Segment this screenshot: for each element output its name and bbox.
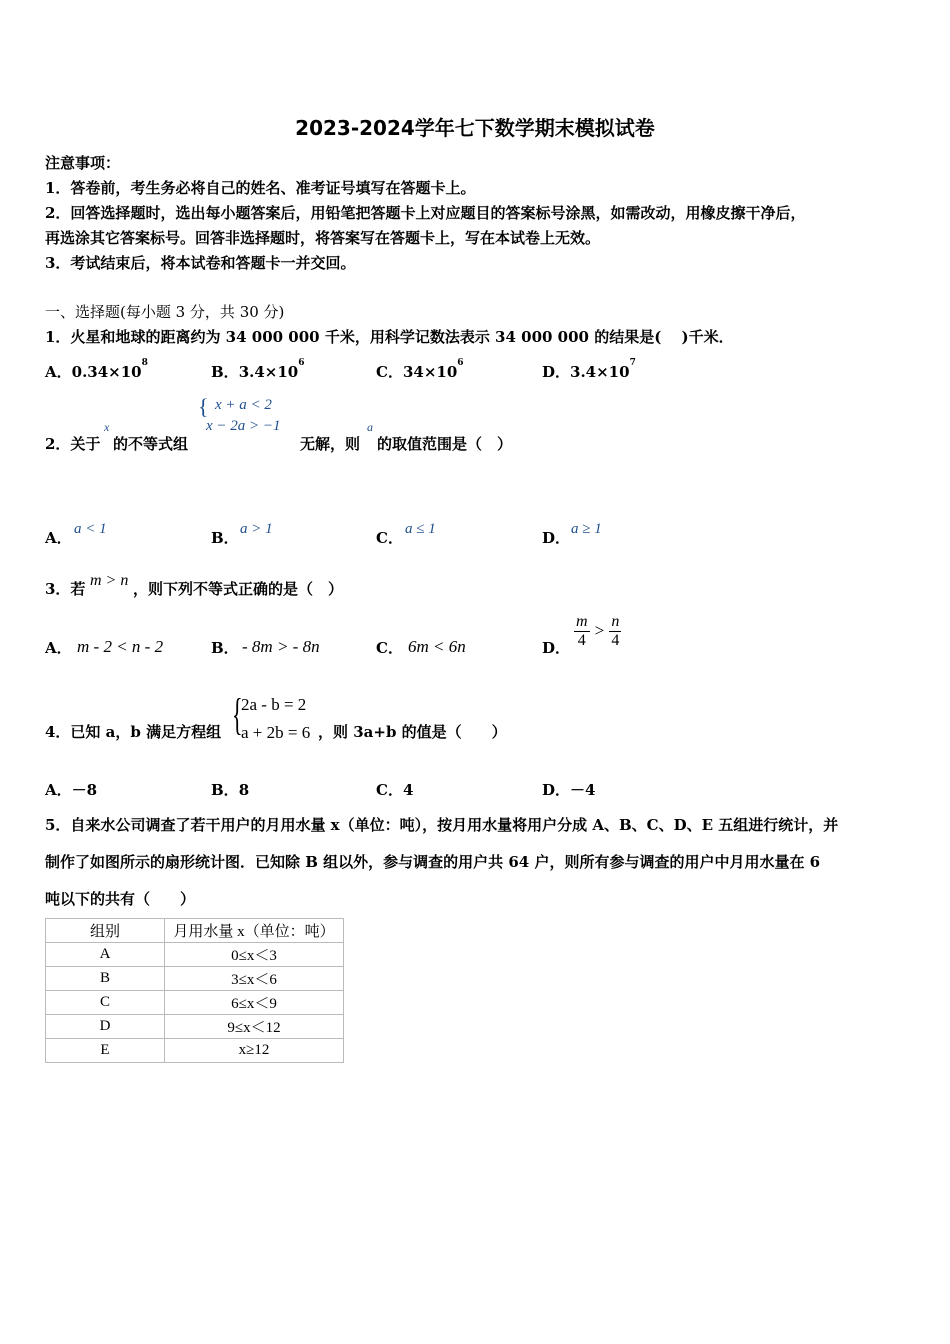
denominator: 4 — [611, 632, 620, 649]
option-label: D． — [542, 363, 571, 381]
question-4-suffix: ，则 3a+b 的值是（ ） — [318, 723, 507, 741]
table-cell: C — [46, 991, 165, 1015]
table-cell: 3≤x＜6 — [165, 967, 344, 991]
q4-system-line2: a + 2b = 6 — [241, 723, 311, 742]
brace-icon: { — [232, 690, 243, 739]
q3-condition: m > n — [90, 572, 129, 589]
notice-item: 2．回答选择题时，选出每小题答案后，用铅笔把答题卡上对应题目的答案标号涂黑，如需改动，用橡皮擦干净后， — [45, 204, 806, 222]
table-header: 月用水量 x（单位：吨） — [165, 919, 344, 943]
operator: > — [594, 621, 605, 640]
q2-option-b-expr: a > 1 — [240, 521, 273, 537]
q3-option-a-label[interactable]: A． — [45, 639, 72, 657]
table-row — [46, 1015, 344, 1039]
q4-option-d[interactable] — [542, 779, 595, 800]
option-exponent: 7 — [629, 358, 636, 368]
question-5-line: 吨以下的共有（ ） — [45, 890, 196, 908]
q3-option-a-expr: m - 2 < n - 2 — [77, 637, 164, 656]
question-5-line: 制作了如图所示的扇形统计图．已知除 B 组以外，参与调查的用户共 64 户，则所有参与调查的用户中月用水量在 6 — [45, 853, 821, 871]
table-cell: A — [46, 943, 165, 967]
option-exponent: 8 — [141, 358, 148, 368]
table-cell: B — [46, 967, 165, 991]
q1-option-b[interactable] — [211, 358, 305, 382]
q2-option-d-label[interactable]: D． — [542, 529, 571, 547]
option-label: A． — [45, 363, 72, 381]
option-label: B． — [211, 781, 239, 799]
notice-item: 3．考试结束后，将本试卷和答题卡一并交回。 — [45, 254, 356, 272]
q4-option-a[interactable] — [45, 779, 97, 800]
option-exponent: 6 — [298, 358, 305, 368]
option-exponent: 6 — [457, 358, 464, 368]
option-value: 4 — [402, 781, 414, 799]
option-value: 0.34×10 — [71, 363, 142, 381]
notice-item: 再选涂其它答案标号。回答非选择题时，将答案写在答题卡上，写在本试卷上无效。 — [45, 229, 601, 247]
table-cell: D — [46, 1015, 165, 1039]
q3-option-d-label[interactable]: D． — [542, 639, 571, 657]
numerator: n — [611, 613, 620, 630]
water-usage-table — [45, 918, 344, 1063]
option-value: 8 — [238, 781, 250, 799]
q2-system-line1: x + a < 2 — [215, 397, 272, 413]
q2-var-a: a — [367, 420, 373, 434]
table-cell: 6≤x＜9 — [165, 991, 344, 1015]
q3-option-b-expr: - 8m > - 8n — [242, 637, 320, 656]
option-value: 34×10 — [402, 363, 458, 381]
table-cell: E — [46, 1039, 165, 1063]
question-2-prefix: 2．关于 — [45, 435, 101, 453]
q2-var-x: x — [104, 420, 110, 434]
question-1-stem: 1．火星和地球的距离约为 34 000 000 千米，用科学记数法表示 34 000 000 的结果是( )千米． — [45, 328, 734, 346]
page-title: 2023-2024学年七下数学期末模拟试卷 — [295, 116, 655, 140]
fraction — [609, 613, 621, 650]
denominator: 4 — [577, 632, 586, 649]
section-heading: 一、选择题(每小题 3 分，共 30 分) — [45, 303, 285, 321]
notice-heading: 注意事项： — [45, 154, 121, 172]
fraction — [574, 613, 590, 650]
question-5-line: 5．自来水公司调查了若干用户的月用水量 x（单位：吨），按月用水量将用户分成 A、B、C、D、E 五组进行统计，并 — [45, 816, 839, 834]
q4-system-line1: 2a - b = 2 — [241, 695, 307, 714]
table-row — [46, 991, 344, 1015]
q4-option-b[interactable] — [211, 779, 249, 800]
numerator: m — [576, 613, 588, 630]
q2-option-d-expr: a ≥ 1 — [571, 521, 602, 537]
option-value: 3.4×10 — [570, 363, 630, 381]
q1-option-d[interactable] — [542, 358, 636, 382]
q2-option-a-expr: a < 1 — [74, 521, 107, 537]
table-cell: x≥12 — [165, 1039, 344, 1063]
table-row — [46, 943, 344, 967]
q1-option-c[interactable] — [376, 358, 464, 382]
brace-icon: { — [198, 394, 209, 419]
question-2-mid2: 无解，则 — [300, 435, 361, 453]
table-header-row — [46, 919, 344, 943]
question-3-suffix: ，则下列不等式正确的是（ ） — [133, 580, 344, 598]
q2-option-b-label[interactable]: B． — [211, 529, 239, 547]
question-2-suffix: 的取值范围是（ ） — [377, 435, 513, 453]
option-label: B． — [211, 363, 239, 381]
option-label: D． — [542, 781, 571, 799]
notice-item: 1．答卷前，考生务必将自己的姓名、准考证号填写在答题卡上。 — [45, 179, 476, 197]
q1-option-a[interactable] — [45, 358, 148, 382]
option-label: C． — [376, 363, 403, 381]
table-row — [46, 1039, 344, 1063]
option-label: A． — [45, 781, 72, 799]
question-2-mid: 的不等式组 — [113, 435, 189, 453]
q3-option-c-label[interactable]: C． — [376, 639, 403, 657]
q2-option-c-expr: a ≤ 1 — [405, 521, 436, 537]
q3-option-d-expr — [574, 613, 621, 650]
option-value: 3.4×10 — [238, 363, 299, 381]
question-4-prefix: 4．已知 a，b 满足方程组 — [45, 723, 222, 741]
option-value: －4 — [570, 781, 596, 799]
table-cell: 9≤x＜12 — [165, 1015, 344, 1039]
q4-option-c[interactable] — [376, 779, 413, 800]
q2-system-line2: x − 2a > −1 — [206, 418, 281, 434]
table-header: 组别 — [46, 919, 165, 943]
table-cell: 0≤x＜3 — [165, 943, 344, 967]
q2-option-c-label[interactable]: C． — [376, 529, 403, 547]
question-3-prefix: 3．若 — [45, 580, 86, 598]
option-label: C． — [376, 781, 403, 799]
q2-option-a-label[interactable]: A． — [45, 529, 72, 547]
table-row — [46, 967, 344, 991]
q3-option-c-expr: 6m < 6n — [408, 637, 466, 656]
option-value: －8 — [71, 781, 98, 799]
q3-option-b-label[interactable]: B． — [211, 639, 239, 657]
